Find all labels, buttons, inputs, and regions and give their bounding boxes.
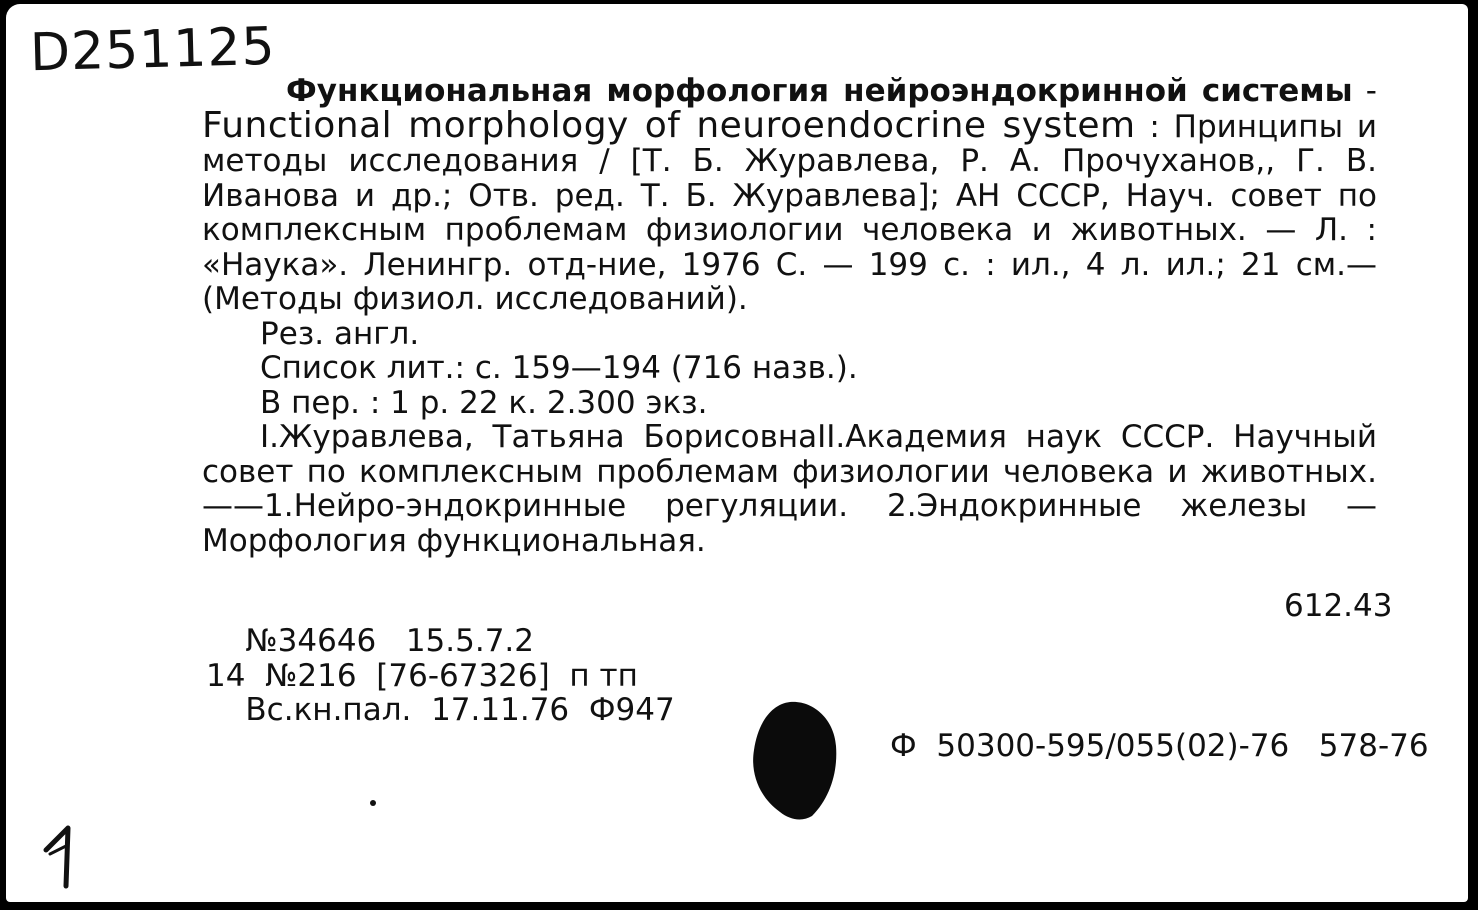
handwritten-accession-id: D251125 [29,16,277,84]
record-line-1: №34646 15.5.7.2 [206,623,535,659]
record-block [206,624,675,728]
bibliographic-description [202,74,1377,558]
tracings: I.Журавлева, Татьяна БорисовнаII.Академия наук СССР. Научный совет по комплексным проблемам физиологии человека и животных. ——1.Нейро-эндокринные регуляции. 2.Эндокринные железы — Морфология функциональная. [202,419,1377,559]
ink-blot [750,700,840,822]
record-line-3: Вс.кн.пал. 17.11.76 Ф947 [206,692,675,728]
title-english: Functional morphology of neuroendocrine system [202,104,1136,146]
catalog-card [6,4,1468,902]
ink-dot [370,800,376,806]
note-summary: Рез. англ. [260,315,420,352]
note-bibliography: Список лит.: с. 159—194 (716 назв.). [260,350,858,386]
note-price: В пер. : 1 р. 22 к. 2.300 экз. [260,384,708,421]
title-separator: - [1352,73,1377,109]
publication-details: : Принципы и методы исследования / [Т. Б. Журавлева, Р. А. Прочуханов,, Г. В. Иванова и др.; Отв. ред. Т. Б. Журавлева]; АН СССР, Науч. совет по комплексным проблемам физиологии человека и животных. — Л. : «Наука». Ленингр. отд-ние, 1976 С. — 199 с. : ил., 4 л. ил.; 21 см.— (Методы физиол. исследований). [202,108,1377,317]
udc-code: 612.43 [1284,588,1393,624]
handwritten-one [36,824,86,890]
catalog-number: Ф 50300-595/055(02)-76 578-76 [890,728,1429,764]
title-paragraph [202,74,1377,317]
record-line-2: 14 №216 [76-67326] п тп [206,657,638,694]
title-russian: Функциональная морфология нейроэндокринной системы [286,73,1353,109]
